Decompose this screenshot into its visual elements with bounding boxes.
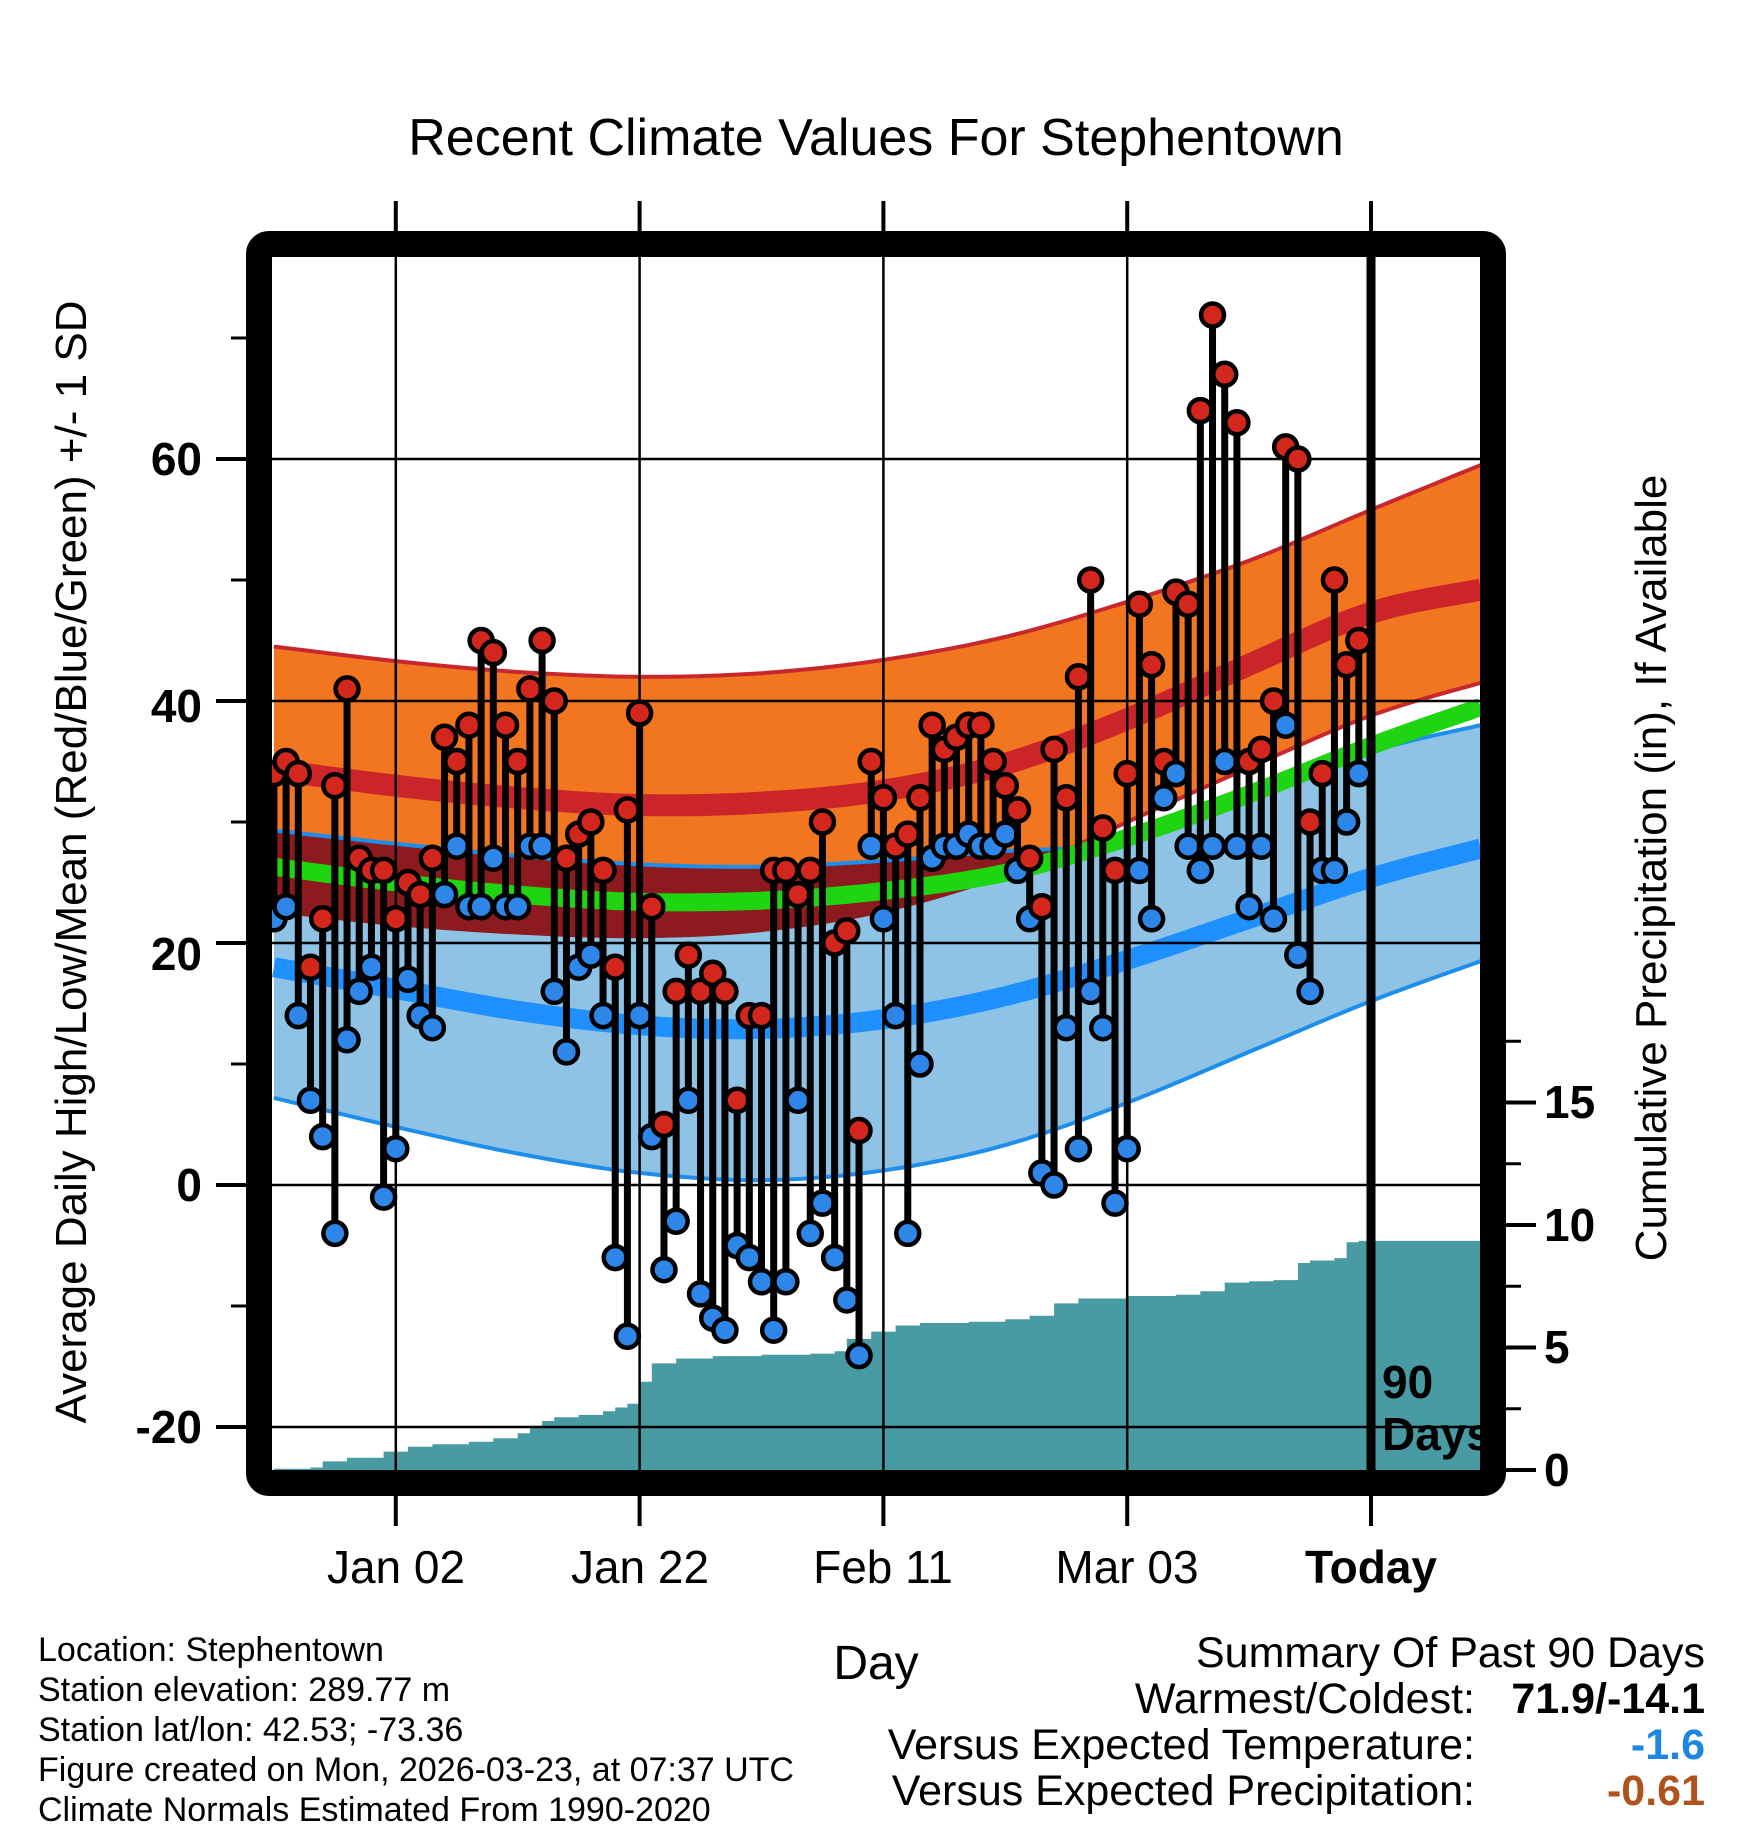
- daily-high-dot: [1030, 895, 1053, 918]
- daily-high-dot: [1225, 411, 1248, 434]
- daily-high-dot: [531, 629, 554, 652]
- daily-high-dot: [482, 641, 505, 664]
- daily-low-dot: [555, 1040, 578, 1063]
- daily-low-dot: [1225, 835, 1248, 858]
- daily-low-dot: [287, 1004, 310, 1027]
- footer-elevation: Station elevation: 289.77 m: [38, 1671, 451, 1709]
- daily-high-dot: [457, 714, 480, 737]
- daily-low-dot: [1238, 895, 1261, 918]
- daily-low-dot: [1274, 714, 1297, 737]
- daily-high-dot: [1140, 653, 1163, 676]
- daily-high-dot: [1311, 762, 1334, 785]
- daily-low-dot: [738, 1246, 761, 1269]
- daily-high-dot: [713, 980, 736, 1003]
- daily-low-dot: [1347, 762, 1370, 785]
- footer-location: Location: Stephentown: [38, 1631, 384, 1669]
- daily-high-dot: [1079, 569, 1102, 592]
- ninety-days-line1: 90: [1382, 1356, 1434, 1408]
- daily-low-dot: [323, 1222, 346, 1245]
- daily-low-dot: [713, 1319, 736, 1342]
- daily-high-dot: [665, 980, 688, 1003]
- precip-tick-10: 10: [1544, 1199, 1596, 1251]
- daily-low-dot: [1250, 835, 1273, 858]
- daily-high-dot: [287, 762, 310, 785]
- daily-low-dot: [1091, 1016, 1114, 1039]
- daily-low-dot: [470, 895, 493, 918]
- daily-low-dot: [835, 1288, 858, 1311]
- daily-low-dot: [1177, 835, 1200, 858]
- daily-high-dot: [421, 847, 444, 870]
- footer-created: Figure created on Mon, 2026-03-23, at 07:37 UTC: [38, 1751, 794, 1789]
- daily-low-dot: [1299, 980, 1322, 1003]
- x-tick-today: Today: [1304, 1541, 1438, 1593]
- daily-low-dot: [1286, 944, 1309, 967]
- footer-latlon: Station lat/lon: 42.53; -73.36: [38, 1711, 464, 1749]
- daily-low-dot: [677, 1089, 700, 1112]
- daily-high-dot: [1104, 859, 1127, 882]
- ninety-days-line2: Days: [1382, 1408, 1492, 1460]
- daily-high-dot: [982, 750, 1005, 773]
- daily-low-dot: [506, 895, 529, 918]
- daily-low-dot: [433, 883, 456, 906]
- daily-low-dot: [1104, 1192, 1127, 1215]
- daily-low-dot: [896, 1222, 919, 1245]
- daily-low-dot: [689, 1282, 712, 1305]
- daily-low-dot: [384, 1137, 407, 1160]
- plot-area: [262, 257, 1480, 1470]
- daily-high-dot: [1177, 593, 1200, 616]
- daily-high-dot: [384, 907, 407, 930]
- daily-high-dot: [518, 677, 541, 700]
- daily-high-dot: [579, 811, 602, 834]
- daily-low-dot: [1043, 1174, 1066, 1197]
- daily-low-dot: [421, 1016, 444, 1039]
- daily-low-dot: [275, 895, 298, 918]
- summary-value-vs-temperature: -1.6: [1630, 1721, 1705, 1769]
- daily-low-dot: [1201, 835, 1224, 858]
- daily-high-dot: [1347, 629, 1370, 652]
- daily-low-dot: [543, 980, 566, 1003]
- x-tick-jan02: Jan 02: [326, 1541, 466, 1593]
- daily-high-dot: [445, 750, 468, 773]
- daily-high-dot: [1055, 786, 1078, 809]
- daily-high-dot: [323, 774, 346, 797]
- daily-high-dot: [433, 726, 456, 749]
- x-tick-mar03: Mar 03: [1055, 1541, 1199, 1593]
- daily-low-dot: [1128, 859, 1151, 882]
- daily-low-dot: [372, 1186, 395, 1209]
- daily-low-dot: [1262, 907, 1285, 930]
- daily-high-dot: [860, 750, 883, 773]
- daily-low-dot: [860, 835, 883, 858]
- daily-high-dot: [1128, 593, 1151, 616]
- y-axis-right-label: Cumulative Precipitation (in), If Available: [1627, 474, 1676, 1262]
- x-axis-label: Day: [833, 1637, 919, 1690]
- daily-low-dot: [482, 847, 505, 870]
- daily-low-dot: [848, 1344, 871, 1367]
- daily-low-dot: [1164, 762, 1187, 785]
- summary-label: Versus Expected Temperature:: [887, 1721, 1475, 1769]
- daily-low-dot: [872, 907, 895, 930]
- daily-high-dot: [1250, 738, 1273, 761]
- daily-low-dot: [1189, 859, 1212, 882]
- daily-high-dot: [372, 859, 395, 882]
- daily-high-dot: [1262, 690, 1285, 713]
- summary-label: Versus Expected Precipitation:: [891, 1767, 1475, 1815]
- y-tick-neg20: -20: [135, 1401, 202, 1453]
- daily-low-dot: [1079, 980, 1102, 1003]
- daily-low-dot: [445, 835, 468, 858]
- daily-high-dot: [750, 1004, 773, 1027]
- daily-high-dot: [1286, 448, 1309, 471]
- daily-low-dot: [579, 944, 602, 967]
- daily-high-dot: [1201, 304, 1224, 327]
- daily-high-dot: [409, 883, 432, 906]
- daily-low-dot: [774, 1270, 797, 1293]
- daily-low-dot: [884, 1004, 907, 1027]
- daily-high-dot: [1043, 738, 1066, 761]
- daily-low-dot: [1152, 786, 1175, 809]
- daily-low-dot: [750, 1270, 773, 1293]
- daily-high-dot: [969, 714, 992, 737]
- y-tick-20: 20: [150, 928, 202, 980]
- daily-high-dot: [994, 774, 1017, 797]
- daily-high-dot: [555, 847, 578, 870]
- daily-high-dot: [506, 750, 529, 773]
- daily-high-dot: [726, 1089, 749, 1112]
- daily-high-dot: [1213, 363, 1236, 386]
- daily-high-dot: [494, 714, 517, 737]
- x-tick-jan22: Jan 22: [570, 1541, 710, 1593]
- daily-high-dot: [336, 677, 359, 700]
- daily-low-dot: [994, 823, 1017, 846]
- daily-low-dot: [908, 1053, 931, 1076]
- daily-high-dot: [1323, 569, 1346, 592]
- daily-high-dot: [1189, 399, 1212, 422]
- page-title: Recent Climate Values For Stephentown: [408, 109, 1344, 167]
- daily-low-dot: [1323, 859, 1346, 882]
- daily-high-dot: [616, 798, 639, 821]
- daily-high-dot: [848, 1119, 871, 1142]
- daily-high-dot: [628, 702, 651, 725]
- daily-low-dot: [665, 1210, 688, 1233]
- daily-high-dot: [1067, 665, 1090, 688]
- y-tick-60: 60: [150, 433, 202, 485]
- summary-value-warmest-coldest: 71.9/-14.1: [1511, 1675, 1705, 1723]
- daily-low-dot: [628, 1004, 651, 1027]
- daily-low-dot: [1055, 1016, 1078, 1039]
- daily-high-dot: [896, 823, 919, 846]
- daily-high-dot: [543, 690, 566, 713]
- summary-label: Warmest/Coldest:: [1134, 1675, 1475, 1723]
- daily-low-dot: [299, 1089, 322, 1112]
- daily-high-dot: [1018, 847, 1041, 870]
- daily-high-dot: [1006, 798, 1029, 821]
- daily-low-dot: [531, 835, 554, 858]
- y-tick-0: 0: [176, 1159, 202, 1211]
- daily-low-dot: [360, 956, 383, 979]
- summary-row-vs-precipitation: [845, 1768, 1705, 1814]
- daily-low-dot: [616, 1325, 639, 1348]
- daily-high-dot: [774, 859, 797, 882]
- daily-low-dot: [396, 968, 419, 991]
- daily-high-dot: [908, 786, 931, 809]
- daily-low-dot: [787, 1089, 810, 1112]
- summary-title: Summary Of Past 90 Days: [1196, 1629, 1705, 1677]
- daily-high-dot: [872, 786, 895, 809]
- daily-high-dot: [835, 919, 858, 942]
- daily-low-dot: [348, 980, 371, 1003]
- daily-low-dot: [799, 1222, 822, 1245]
- cumulative-precip-area: [274, 1241, 1481, 1470]
- daily-low-dot: [604, 1246, 627, 1269]
- daily-high-dot: [1335, 653, 1358, 676]
- y-tick-40: 40: [150, 680, 202, 732]
- daily-low-dot: [1067, 1137, 1090, 1160]
- station-info: [38, 1630, 794, 1828]
- daily-high-dot: [640, 895, 663, 918]
- daily-low-dot: [1213, 750, 1236, 773]
- precip-tick-15: 15: [1544, 1076, 1596, 1128]
- precip-tick-0: 0: [1544, 1444, 1570, 1496]
- daily-low-dot: [652, 1258, 675, 1281]
- daily-low-dot: [1335, 811, 1358, 834]
- daily-low-dot: [1140, 907, 1163, 930]
- daily-high-dot: [592, 859, 615, 882]
- daily-low-dot: [762, 1319, 785, 1342]
- daily-low-dot: [592, 1004, 615, 1027]
- summary-row-vs-temperature: [845, 1722, 1705, 1768]
- ninety-days-annotation: [1382, 1356, 1492, 1460]
- daily-low-dot: [1116, 1137, 1139, 1160]
- y-axis-left-label: Average Daily High/Low/Mean (Red/Blue/Green) +/- 1 SD: [47, 300, 96, 1424]
- daily-low-dot: [811, 1192, 834, 1215]
- summary-panel: [845, 1630, 1705, 1814]
- x-tick-feb11: Feb 11: [813, 1541, 953, 1593]
- precip-tick-5: 5: [1544, 1321, 1570, 1373]
- daily-high-dot: [799, 859, 822, 882]
- daily-low-dot: [336, 1028, 359, 1051]
- daily-high-dot: [787, 883, 810, 906]
- daily-low-dot: [311, 1125, 334, 1148]
- daily-high-dot: [652, 1113, 675, 1136]
- daily-high-dot: [1091, 817, 1114, 840]
- daily-high-dot: [311, 907, 334, 930]
- summary-row-warmest-coldest: [845, 1676, 1705, 1722]
- daily-high-dot: [299, 956, 322, 979]
- summary-value-vs-precipitation: -0.61: [1606, 1767, 1705, 1815]
- daily-high-dot: [1299, 811, 1322, 834]
- daily-high-dot: [604, 956, 627, 979]
- daily-low-dot: [823, 1246, 846, 1269]
- daily-high-dot: [677, 944, 700, 967]
- daily-high-dot: [921, 714, 944, 737]
- daily-high-dot: [811, 811, 834, 834]
- daily-high-dot: [1116, 762, 1139, 785]
- footer-normals: Climate Normals Estimated From 1990-2020: [38, 1791, 711, 1828]
